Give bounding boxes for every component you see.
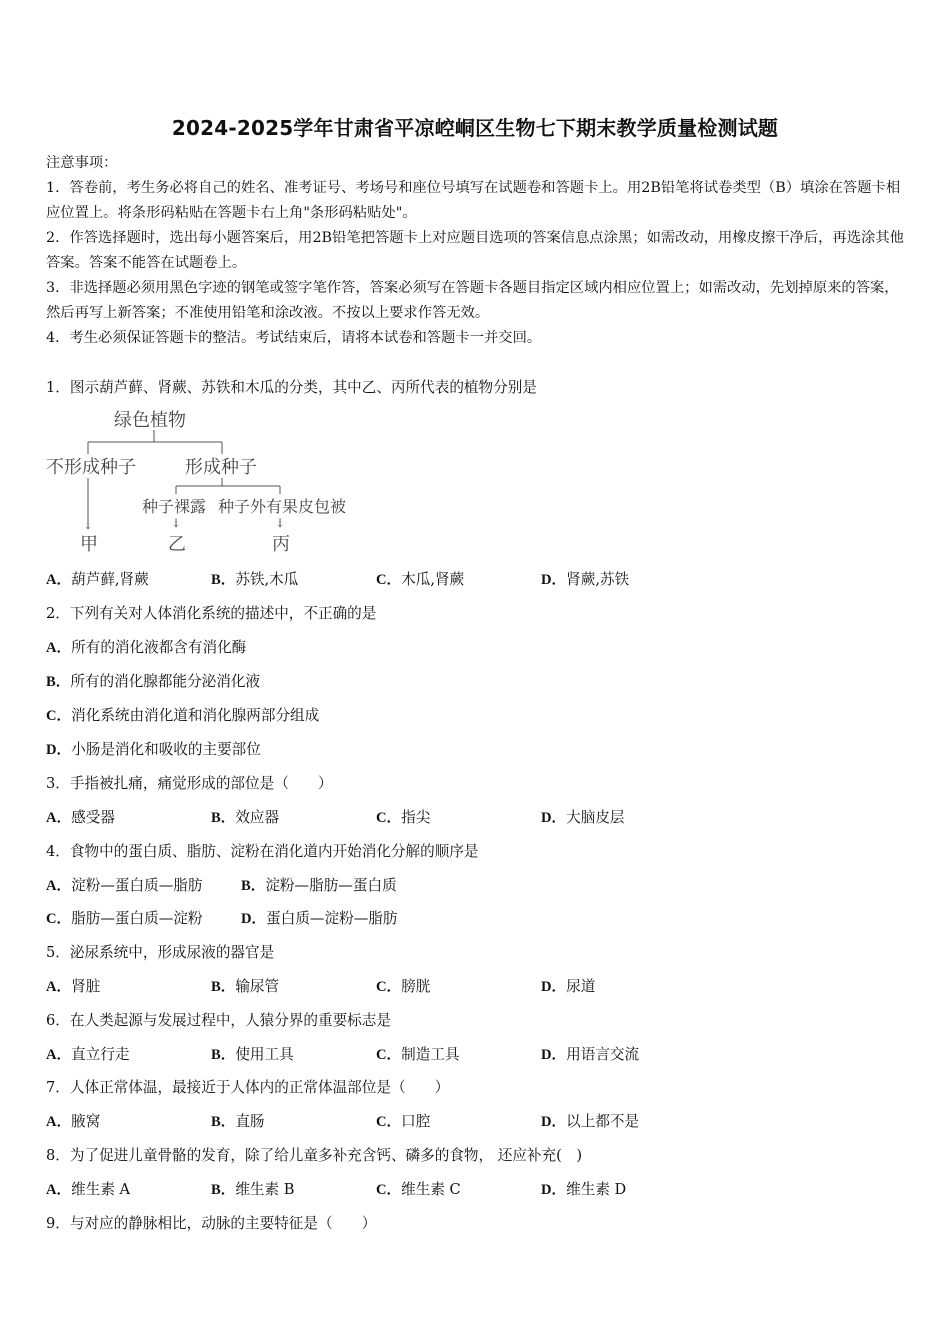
option-b: B．维生素 B xyxy=(211,1181,295,1198)
notice-item: 3．非选择题必须用黑色字迹的钢笔或签字笔作答，答案必须写在答题卡各题目指定区域内相应位置上；如需改动，先划掉原来的答案，然后再写上新答案；不准使用铅笔和涂改液。不按以上要求作答无效。 xyxy=(46,280,899,321)
option-d: D．用语言交流 xyxy=(541,1046,640,1063)
question-stem: 1．图示葫芦藓、肾蕨、苏铁和木瓜的分类，其中乙、丙所代表的植物分别是 xyxy=(46,379,537,396)
notice-item: 1．答卷前，考生务必将自己的姓名、准考证号、考场号和座位号填写在试题卷和答题卡上。用2B铅笔将试卷类型（B）填涂在答题卡相应位置上。将条形码粘贴在答题卡右上角"条形码粘贴处"。 xyxy=(46,180,901,221)
option-c: C．制造工具 xyxy=(376,1046,460,1063)
notice-heading: 注意事项： xyxy=(46,155,118,171)
plant-classification-diagram xyxy=(44,404,364,554)
notice-item: 2．作答选择题时，选出每小题答案后，用2B铅笔把答题卡上对应题目选项的答案信息点涂黑；如需改动，用橡皮擦干净后，再选涂其他答案。答案不能答在试题卷上。 xyxy=(46,230,904,271)
option-a: A．腋窝 xyxy=(46,1113,101,1130)
arrow-icon: ↓ xyxy=(275,516,286,530)
option-c: C．脂肪—蛋白质—淀粉 xyxy=(46,910,203,927)
option-a: A．淀粉—蛋白质—脂肪 xyxy=(46,877,203,894)
option-c: C．维生素 C xyxy=(376,1181,461,1198)
diagram-sub-left: 种子裸露 xyxy=(142,497,207,516)
option-c: C．木瓜,肾蕨 xyxy=(376,571,465,588)
question-stem: 5．泌尿系统中，形成尿液的器官是 xyxy=(46,944,275,961)
option-c: C．指尖 xyxy=(376,809,431,826)
question-stem: 8．为了促进儿童骨骼的发育，除了给儿童多补充含钙、磷多的食物， 还应补充( ) xyxy=(46,1147,583,1164)
option-b: B．使用工具 xyxy=(211,1046,294,1063)
diagram-left: 不形成种子 xyxy=(46,457,136,478)
option-d: D．蛋白质—淀粉—脂肪 xyxy=(241,910,398,927)
notice-section xyxy=(46,151,908,351)
option-d: D．维生素 D xyxy=(541,1181,627,1198)
option-d: D．大脑皮层 xyxy=(541,809,625,826)
option-b: B．输尿管 xyxy=(211,978,280,995)
diagram-leaf-jia: 甲 xyxy=(80,534,98,554)
diagram-sub-right: 种子外有果皮包被 xyxy=(218,497,347,516)
option-d: D．小肠是消化和吸收的主要部位 xyxy=(46,741,261,758)
option-c: C．消化系统由消化道和消化腺两部分组成 xyxy=(46,707,320,724)
question-stem: 4．食物中的蛋白质、脂肪、淀粉在消化道内开始消化分解的顺序是 xyxy=(46,843,479,860)
option-a: A．维生素 A xyxy=(46,1181,131,1198)
diagram-right: 形成种子 xyxy=(185,457,257,478)
diagram-root: 绿色植物 xyxy=(114,410,186,431)
question-stem: 3．手指被扎痛，痛觉形成的部位是（ ） xyxy=(46,775,333,792)
option-b: B．苏铁,木瓜 xyxy=(211,571,299,588)
diagram-leaf-yi: 乙 xyxy=(168,534,186,554)
arrow-icon: ↓ xyxy=(171,516,182,530)
question-stem: 9．与对应的静脉相比，动脉的主要特征是（ ） xyxy=(46,1215,377,1232)
option-b: B．淀粉—脂肪—蛋白质 xyxy=(241,877,397,894)
option-b: B．所有的消化腺都能分泌消化液 xyxy=(46,673,261,690)
option-b: B．效应器 xyxy=(211,809,280,826)
option-a: A．所有的消化液都含有消化酶 xyxy=(46,639,247,656)
question-stem: 7．人体正常体温，最接近于人体内的正常体温部位是（ ） xyxy=(46,1079,450,1096)
notice-item: 4．考生必须保证答题卡的整洁。考试结束后，请将本试卷和答题卡一并交回。 xyxy=(46,330,542,346)
option-d: D．以上都不是 xyxy=(541,1113,640,1130)
question-stem: 6．在人类起源与发展过程中，人猿分界的重要标志是 xyxy=(46,1012,391,1029)
page-title: 2024-2025学年甘肃省平凉崆峒区生物七下期末教学质量检测试题 xyxy=(171,116,779,140)
option-a: A．肾脏 xyxy=(46,978,101,995)
option-c: C．口腔 xyxy=(376,1113,431,1130)
option-c: C．膀胱 xyxy=(376,978,431,995)
diagram-leaf-bing: 丙 xyxy=(272,534,290,554)
option-a: A．直立行走 xyxy=(46,1046,130,1063)
option-a: A．葫芦藓,肾蕨 xyxy=(46,571,149,588)
question-stem: 2．下列有关对人体消化系统的描述中，不正确的是 xyxy=(46,605,377,622)
arrow-icon: ↓ xyxy=(83,518,94,532)
option-a: A．感受器 xyxy=(46,809,115,826)
option-d: D．尿道 xyxy=(541,978,596,995)
option-b: B．直肠 xyxy=(211,1113,265,1130)
option-d: D．肾蕨,苏铁 xyxy=(541,571,630,588)
